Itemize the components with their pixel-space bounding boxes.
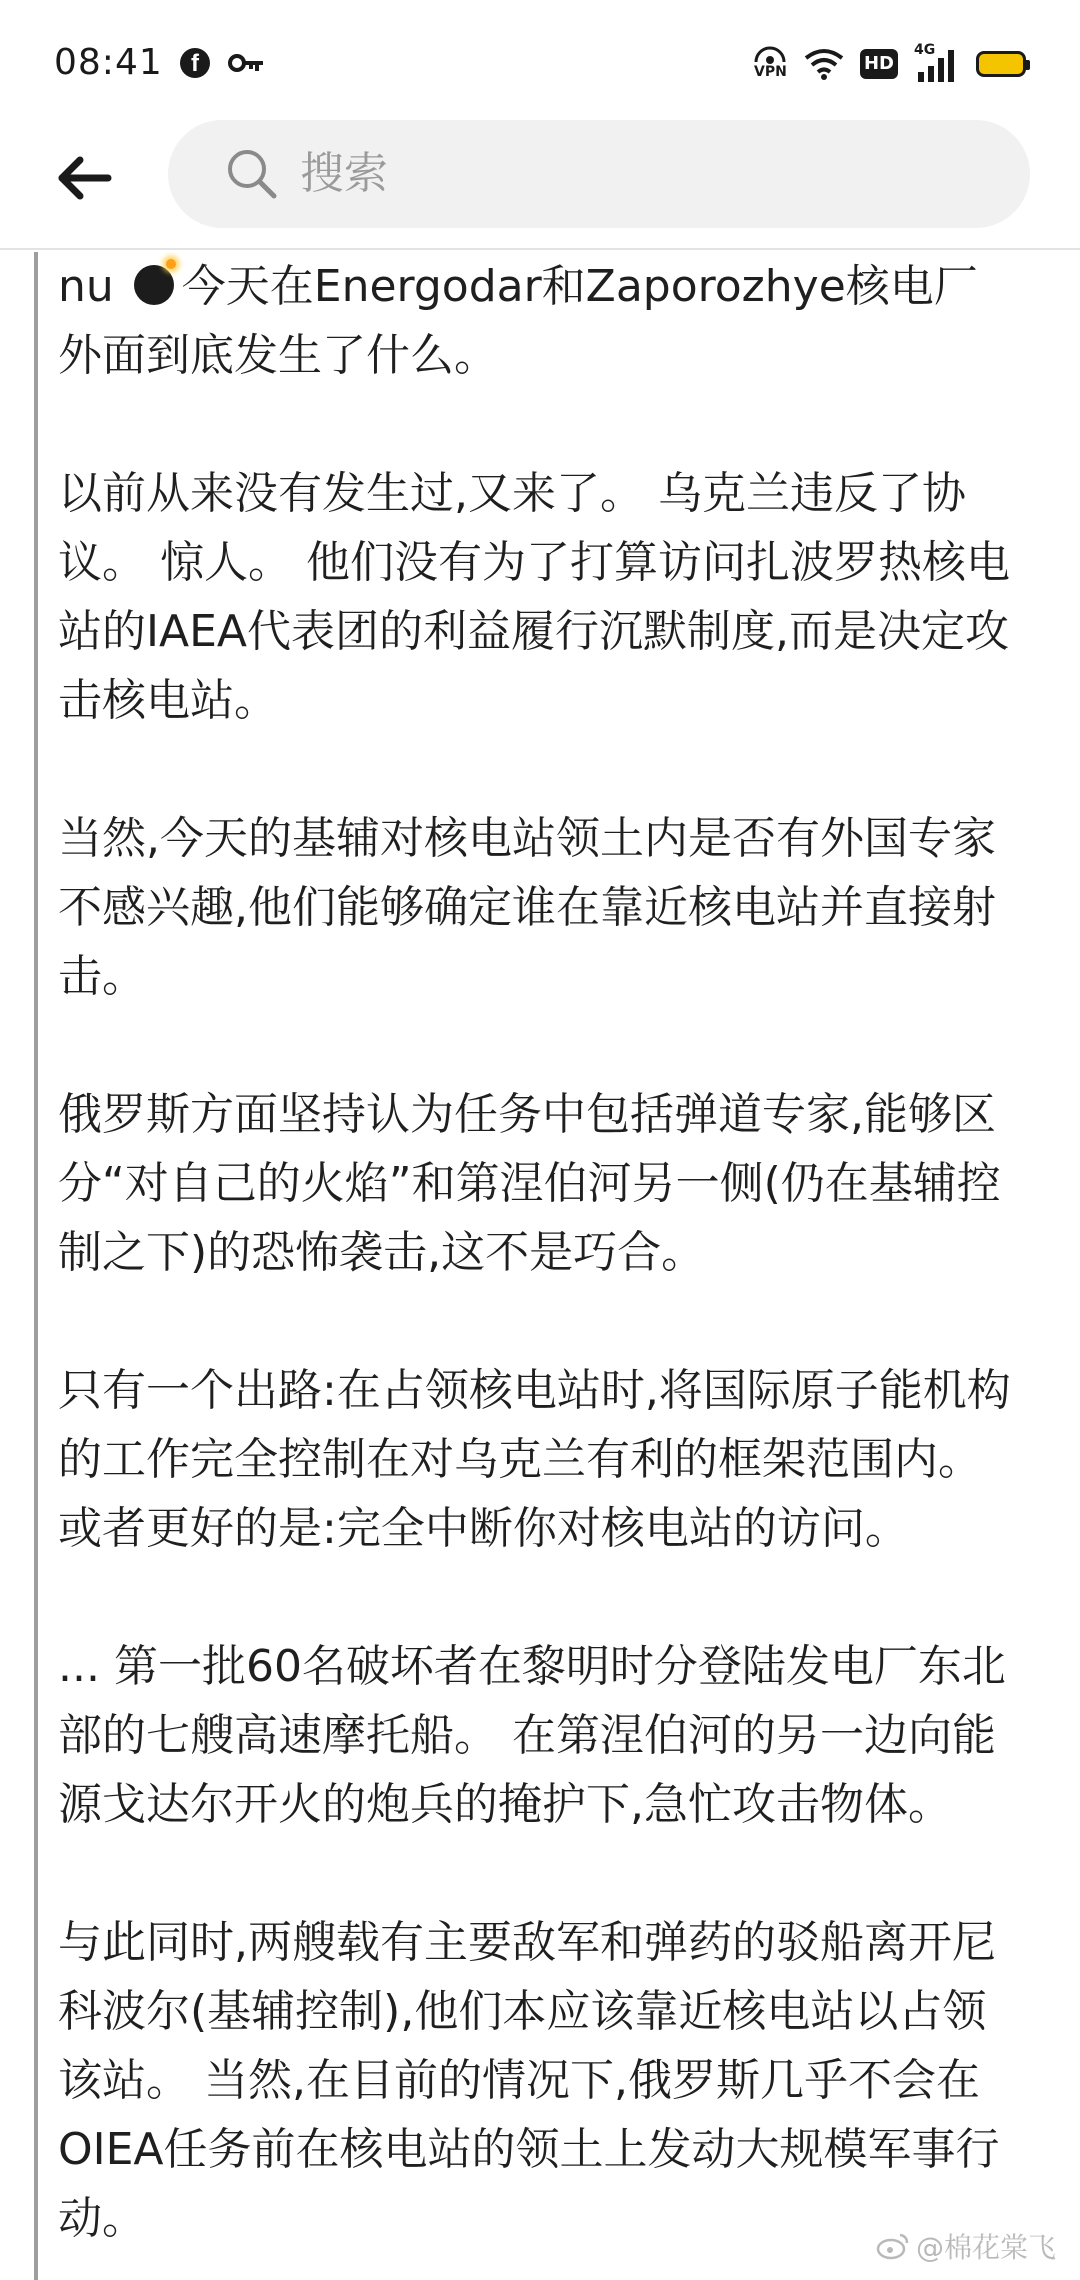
post-prefix: nu <box>58 261 128 312</box>
status-time: 08:41 <box>54 42 163 83</box>
hd-badge: HD <box>860 49 898 79</box>
facebook-icon: f <box>180 48 210 78</box>
watermark-text: @棉花棠飞 <box>915 2231 1056 2264</box>
network-type-label: 4G <box>914 42 936 58</box>
vpn-label: VPN <box>753 64 787 80</box>
back-button[interactable] <box>52 146 116 210</box>
weibo-watermark <box>876 2226 1056 2266</box>
post-body <box>58 252 1018 2280</box>
key-icon <box>228 48 264 78</box>
post-paragraph: 当然,今天的基辅对核电站领土内是否有外国专家不感兴趣,他们能够确定谁在靠近核电站并直接射击。 <box>58 813 996 1002</box>
post-first-text: 今天在Energodar和Zaporozhye核电厂外面到底发生了什么。 <box>58 261 978 381</box>
post-paragraph: 与此同时,两艘载有主要敌军和弹药的驳船离开尼科波尔(基辅控制),他们本应该靠近核电站以占领该站。 当然,在目前的情况下,俄罗斯几乎不会在OIEA任务前在核电站的领土上发动大规模军事行动。 <box>58 1917 1000 2244</box>
search-input[interactable] <box>168 120 1030 228</box>
vpn-icon <box>752 46 788 82</box>
post-paragraph <box>58 252 1018 390</box>
wifi-icon <box>804 48 844 80</box>
post-paragraph: 俄罗斯方面坚持认为任务中包括弹道专家,能够区分“对自己的火焰”和第涅伯河另一侧(仍在基辅控制之下)的恐怖袭击,这不是巧合。 <box>58 1089 1001 1278</box>
post-paragraph: 以前从来没有发生过,又来了。 乌克兰违反了协议。 惊人。 他们没有为了打算访问扎波罗热核电站的IAEA代表团的利益履行沉默制度,而是决定攻击核电站。 <box>58 468 1010 726</box>
post-paragraph: ... 第一批60名破坏者在黎明时分登陆发电厂东北部的七艘高速摩托船。 在第涅伯河的另一边向能源戈达尔开火的炮兵的掩护下,急忙攻击物体。 <box>58 1641 1006 1830</box>
status-bar <box>0 0 1080 120</box>
battery-icon <box>976 51 1026 77</box>
search-header <box>0 120 1080 250</box>
search-placeholder: 搜索 <box>300 148 388 199</box>
post-content <box>0 252 1080 2280</box>
weibo-icon <box>876 2232 910 2260</box>
bomb-icon <box>134 265 174 305</box>
search-icon <box>224 146 280 202</box>
cellular-signal-icon <box>914 42 960 82</box>
post-paragraph: 只有一个出路:在占领核电站时,将国际原子能机构的工作完全控制在对乌克兰有利的框架范围内。 或者更好的是:完全中断你对核电站的访问。 <box>58 1365 1011 1554</box>
status-icons <box>752 44 1026 84</box>
quote-bar <box>34 252 38 2280</box>
